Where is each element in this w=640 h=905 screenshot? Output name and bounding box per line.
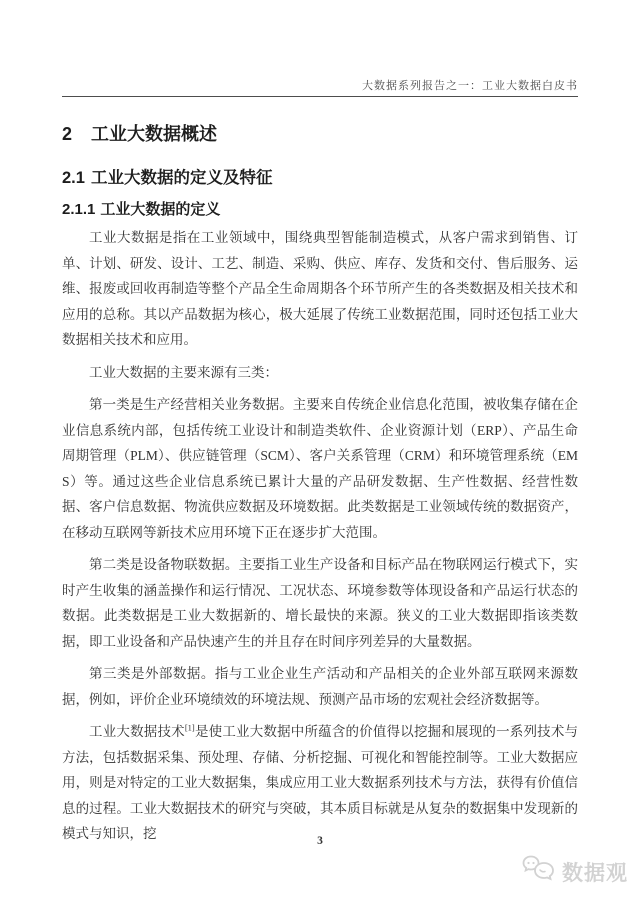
section-heading-2-1-1 [62,201,578,218]
paragraph-rest: 是使工业大数据中所蕴含的价值得以挖掘和展现的一系列技术与方法，包括数据采集、预处理、存储、分析挖掘、可视化和智能控制等。工业大数据应用，则是对特定的工业大数据集，集成应用工业大数据系列技术与方法，获得有价值信息的过程。工业大数据技术的研究与突破，其本质目标就是从复杂的数据集中发现新的模式与知识，挖 [62,724,579,841]
body-paragraph: 第二类是设备物联数据。主要指工业生产设备和目标产品在物联网运行模式下，实时产生收集的涵盖操作和运行情况、工况状态、环境参数等体现设备和产品运行状态的数据。此类数据是工业大数据新的、增长最快的来源。狭义的工业大数据即指该类数据，即工业设备和产品快速产生的并且存在时间序列差异的大量数据。 [62,557,578,649]
section-heading-2 [62,124,578,144]
header-rule [62,96,578,97]
section-title: 工业大数据的定义 [100,201,221,218]
section-title: 工业大数据概述 [91,124,218,144]
dataview-logo-text: 数据观 [562,861,628,885]
body-paragraph [62,719,578,847]
body-paragraph: 第一类是生产经营相关业务数据。主要来自传统企业信息化范围，被收集存储在企业信息系统内部，包括传统工业设计和制造类软件、企业资源计划（ERP）、产品生命周期管理（PLM）、供应链管理（SCM）、客户关系管理（CRM）和环境管理系统（EMS）等。通过这些企业信息系统已累计大量的产品研发数据、生产性数据、经营性数据、客户信息数据、物流供应数据及环境数据。此类数据是工业领域传统的数据资产，在移动互联网等新技术应用环境下正在逐步扩大范围。 [62,397,578,540]
section-title: 工业大数据的定义及特征 [90,169,273,187]
body-paragraph: 工业大数据是指在工业领域中，围绕典型智能制造模式，从客户需求到销售、订单、计划、研发、设计、工艺、制造、采购、供应、库存、发货和交付、售后服务、运维、报废或回收再制造等整个产品全生命周期各个环节所产生的各类数据及相关技术和应用的总称。其以产品数据为核心，极大延展了传统工业数据范围，同时还包括工业大数据相关技术和应用。 [62,230,578,347]
section-number: 2 [62,124,73,144]
section-number: 2.1 [62,169,85,187]
header-running-title: 大数据系列报告之一：工业大数据白皮书 [362,80,578,92]
paragraph-lead: 工业大数据技术 [89,724,185,739]
footnote-reference: [1] [184,722,195,733]
document-body [62,124,578,854]
dataview-watermark [521,854,628,889]
section-number: 2.1.1 [62,201,96,218]
page-number: 3 [317,835,323,847]
chat-bubbles-icon [521,854,557,889]
section-heading-2-1 [62,169,578,187]
body-paragraph: 工业大数据的主要来源有三类： [89,364,278,380]
body-paragraph: 第三类是外部数据。指与工业企业生产活动和产品相关的企业外部互联网来源数据，例如，评价企业环境绩效的环境法规、预测产品市场的宏观社会经济数据等。 [62,666,578,707]
